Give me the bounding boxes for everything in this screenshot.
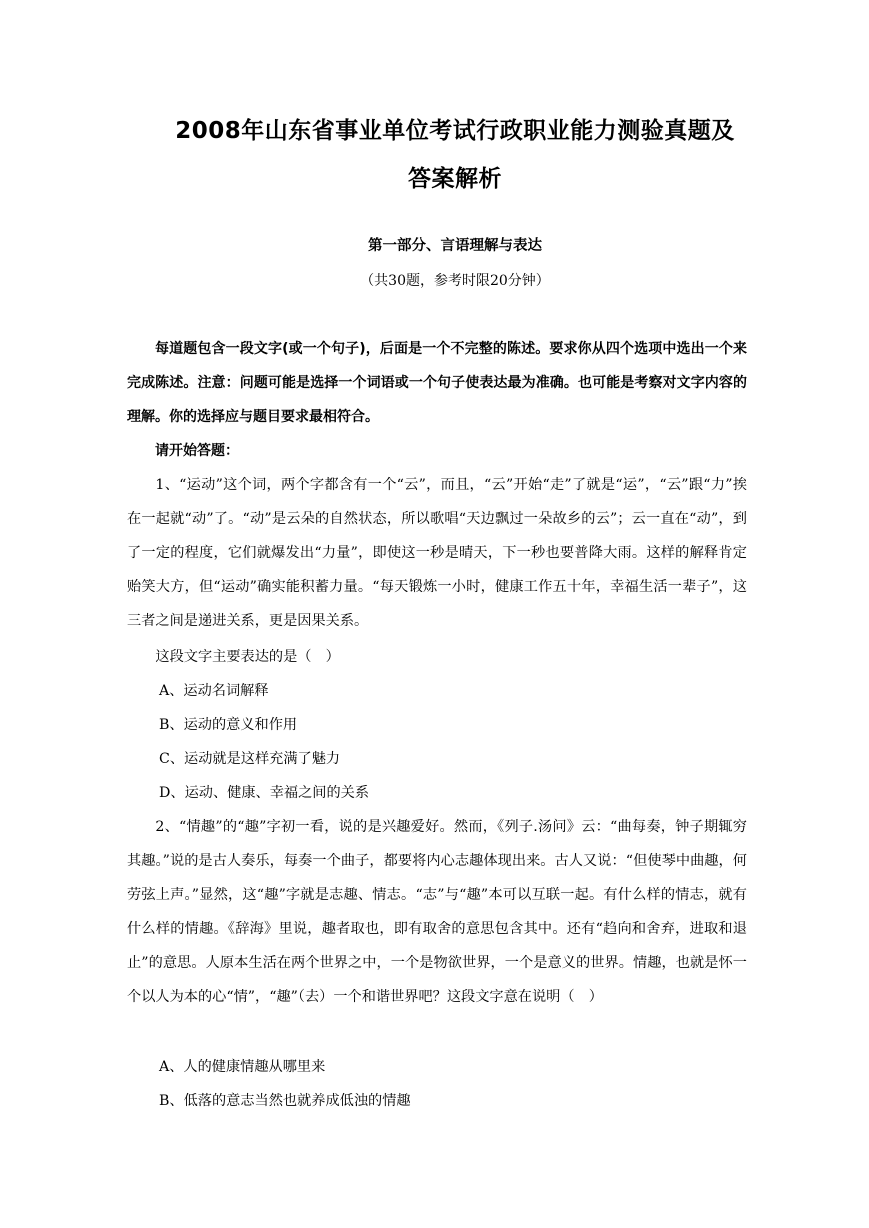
document-title-line2: 答案解析 bbox=[408, 166, 502, 192]
question-1-option-d: D、运动、健康、幸福之间的关系 bbox=[159, 785, 370, 801]
question-2-option-a: A、人的健康情趣从哪里来 bbox=[159, 1059, 326, 1075]
document-title-line1: 2008年山东省事业单位考试行政职业能力测验真题及 bbox=[175, 118, 735, 144]
question-1-option-b: B、运动的意义和作用 bbox=[159, 717, 298, 733]
question-2-passage: 2、“情趣”的“趣”字初一看，说的是兴趣爱好。然而，《列子.汤问》云：“曲每奏，钟子期辄穷其趣。”说的是古人奏乐，每奏一个曲子，都要将内心志趣体现出来。古人又说：“但使琴中曲趣，何劳弦上声。”显然，这“趣”字就是志趣、情志。“志”与“趣”本可以互联一起。有什么样的情志，就有什么样的情趣。《辞海》里说，趣者取也，即有取舍的意思包含其中。还有“趋向和舍弃，进取和退止”的意思。人原本生活在两个世界之中，一个是物欲世界，一个是意义的世界。情趣，也就是怀一个以人为本的心“情”，“趣”（去）一个和谐世界吧？这段文字意在说明（ ） bbox=[127, 819, 747, 1005]
start-prompt: 请开始答题： bbox=[155, 443, 239, 459]
question-1-option-c: C、运动就是这样充满了魅力 bbox=[159, 751, 341, 767]
question-1-passage: 1、“运动”这个词，两个字都含有一个“云”，而且，“云”开始“走”了就是“运”，“云”跟“力”挨在一起就“动”了。“动”是云朵的自然状态，所以歌唱“天边飘过一朵故乡的云”；云一直在“动”，到了一定的程度，它们就爆发出“力量”，即使这一秒是晴天，下一秒也要普降大雨。这样的解释肯定贻笑大方，但“运动”确实能积蓄力量。“每天锻炼一小时，健康工作五十年，幸福生活一辈子”，这三者之间是递进关系，更是因果关系。 bbox=[127, 477, 747, 629]
instructions-paragraph: 每道题包含一段文字(或一个句子)，后面是一个不完整的陈述。要求你从四个选项中选出一个来完成陈述。注意：问题可能是选择一个词语或一个句子使表达最为准确。也可能是考察对文字内容的理解。你的选择应与题目要求最相符合。 bbox=[127, 341, 747, 425]
question-2-option-b: B、低落的意志当然也就养成低浊的情趣 bbox=[159, 1093, 411, 1109]
question-1-option-a: A、运动名词解释 bbox=[159, 683, 269, 699]
section-heading: 第一部分、言语理解与表达 bbox=[368, 238, 542, 254]
section-subheading: （共30题，参考时限20分钟） bbox=[360, 273, 550, 289]
question-1-prompt: 这段文字主要表达的是（ ） bbox=[155, 649, 340, 665]
